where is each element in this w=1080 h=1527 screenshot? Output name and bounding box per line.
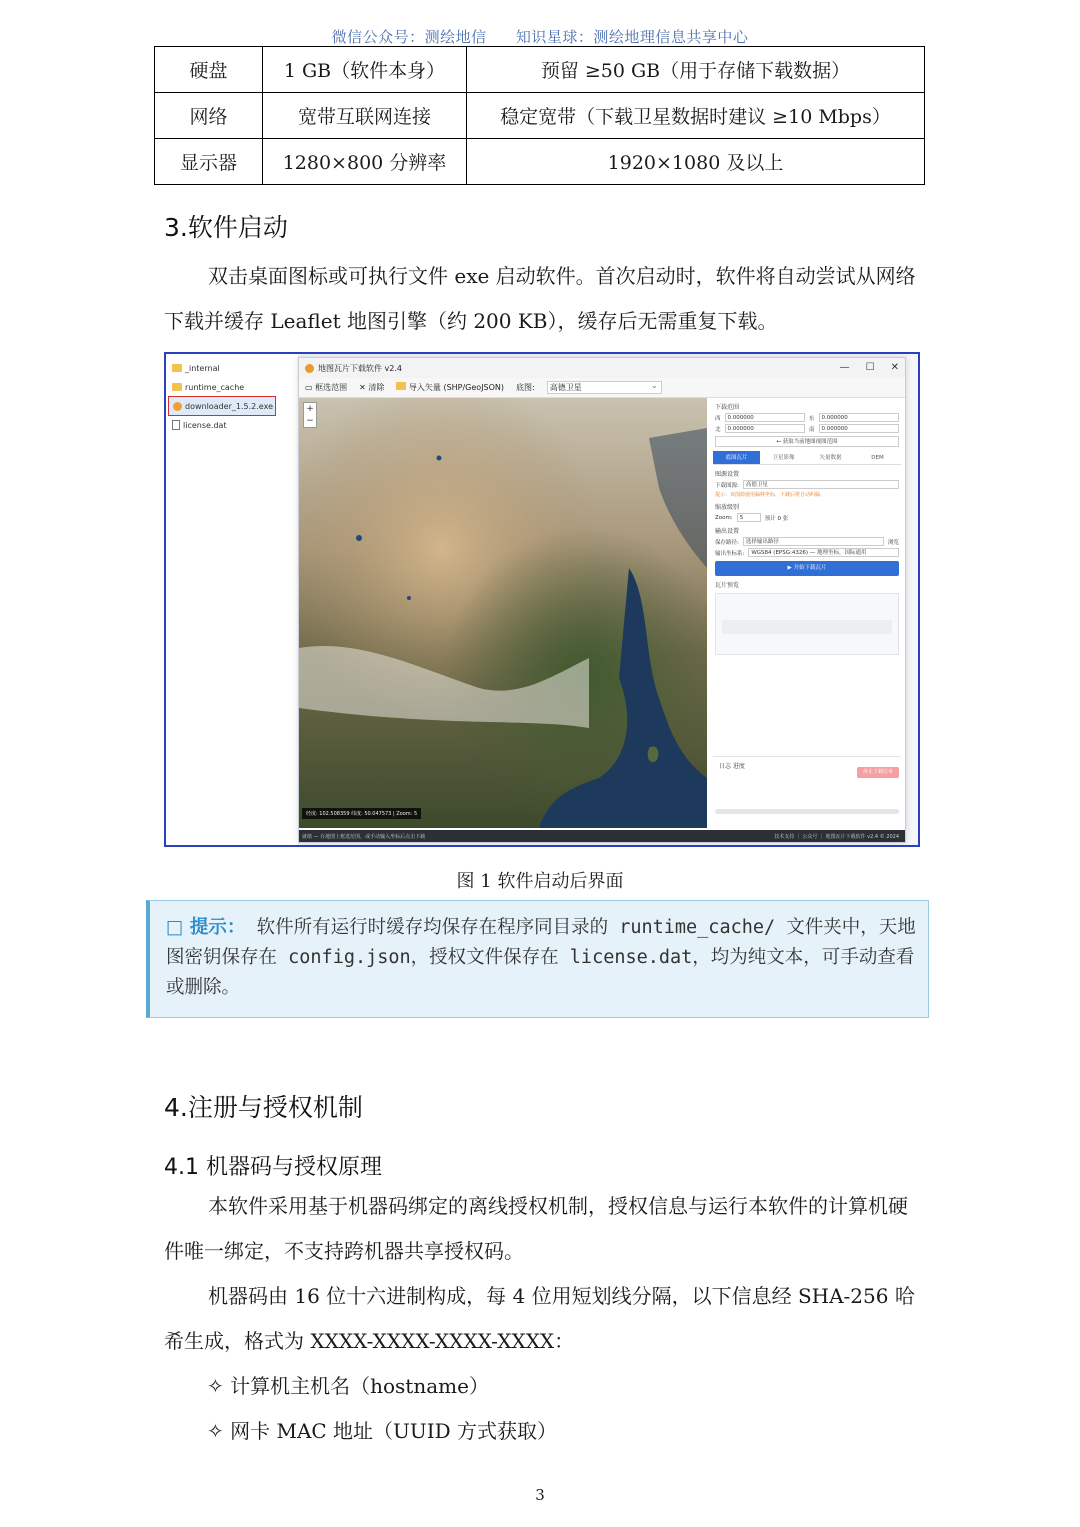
start-download-button[interactable]: ▶ 开始下载瓦片 xyxy=(715,561,899,576)
table-cell: 网络 xyxy=(155,93,263,139)
table-cell: 宽带互联网连接 xyxy=(263,93,467,139)
stop-button[interactable]: 停止下载任务 xyxy=(857,767,899,778)
folder-icon xyxy=(172,383,182,391)
south-input[interactable]: 0.000000 xyxy=(819,424,899,433)
west-input[interactable]: 0.000000 xyxy=(725,413,805,422)
clear-button[interactable]: ✕ 清除 xyxy=(359,383,385,392)
zoom-stepper[interactable]: 5 xyxy=(737,513,761,522)
header-planet: 知识星球：测绘地理信息共享中心 xyxy=(515,28,749,46)
zoom-label: Zoom: xyxy=(715,514,733,521)
progress-track xyxy=(715,809,899,814)
browse-button[interactable]: 浏览 xyxy=(887,539,899,546)
app-icon xyxy=(305,364,314,373)
crs-select[interactable]: WGS84 (EPSG:4326) — 地理坐标，国际通用 xyxy=(748,548,899,557)
zoom-estimate: 预计 0 张 xyxy=(764,515,789,522)
select-range-button[interactable]: ▭ 框选范围 xyxy=(305,383,348,392)
east-label: 东 xyxy=(809,415,815,422)
coordinate-readout: 经度: 102.508359 纬度: 50.047573 | Zoom: 5 xyxy=(302,808,421,819)
tab-bar xyxy=(713,451,901,465)
file-item[interactable]: _internal xyxy=(172,360,220,376)
source-title: 图源设置 xyxy=(715,471,740,478)
paragraph: 机器码由 16 位十六进制构成，每 4 位用短划线分隔，以下信息经 SHA-256 哈希生成，格式为 XXXX-XXXX-XXXX-XXXX： xyxy=(164,1284,915,1353)
west-label: 西 xyxy=(715,415,721,422)
section-title: 4.注册与授权机制 xyxy=(164,1093,363,1122)
maximize-button[interactable]: ☐ xyxy=(865,362,875,373)
zoom-out-button[interactable]: − xyxy=(306,416,314,426)
table-cell: 1 GB（软件本身） xyxy=(263,47,467,93)
table-row xyxy=(155,139,925,185)
tip-text: 软件所有运行时缓存均保存在程序同目录的 runtime_cache/ 文件夹中，天地图密钥保存在 config.json，授权文件保存在 license.dat，均为纯文本，可手动查看或删除。 xyxy=(166,917,916,998)
south-label: 南 xyxy=(809,426,815,433)
east-input[interactable]: 0.000000 xyxy=(819,413,899,422)
preview-title: 瓦片预览 xyxy=(715,582,740,589)
import-vector-button[interactable]: 导入矢量 (SHP/GeoJSON) xyxy=(396,382,504,393)
log-area xyxy=(713,756,901,822)
save-path-input[interactable]: 选择输出路径 xyxy=(743,537,884,546)
log-title: 日志 进度 xyxy=(719,763,745,770)
list-item: ✧ 网卡 MAC 地址（UUID 方式获取） xyxy=(207,1419,558,1443)
app-window xyxy=(298,357,906,843)
control-panel xyxy=(709,398,905,828)
save-label: 保存路径: xyxy=(715,539,739,546)
get-range-button[interactable]: ← 获取当前地图视图范围 xyxy=(715,436,899,447)
crs-label: 输出坐标系: xyxy=(715,550,745,557)
paragraph: 双击桌面图标或可执行文件 exe 启动软件。首次启动时，软件将自动尝试从网络下载并缓存 Leaflet 地图引擎（约 200 KB），缓存后无需重复下载。 xyxy=(164,264,916,333)
tab-vector[interactable]: 矢量数据 xyxy=(807,451,854,465)
paragraph: 本软件采用基于机器码绑定的离线授权机制，授权信息与运行本软件的计算机硬件唯一绑定，不支持跨机器共享授权码。 xyxy=(164,1194,908,1263)
requirements-table xyxy=(154,46,925,185)
document-icon xyxy=(172,420,180,430)
table-cell: 预留 ≥50 GB（用于存储下载数据） xyxy=(467,47,925,93)
tile-preview xyxy=(715,593,899,655)
minimize-button[interactable]: — xyxy=(839,362,850,373)
table-cell: 稳定宽带（下载卫星数据时建议 ≥10 Mbps） xyxy=(467,93,925,139)
file-item[interactable]: license.dat xyxy=(172,417,227,433)
page-header xyxy=(0,26,1080,47)
table-cell: 1920×1080 及以上 xyxy=(467,139,925,185)
tab-dem[interactable]: DEM xyxy=(854,451,901,465)
folder-icon xyxy=(172,364,182,372)
exe-icon xyxy=(173,402,182,411)
table-cell: 硬盘 xyxy=(155,47,263,93)
map-imagery xyxy=(299,398,707,828)
status-bar xyxy=(299,830,905,842)
file-explorer xyxy=(166,354,298,845)
tip-box xyxy=(146,900,929,1018)
page-number: 3 xyxy=(535,1486,545,1504)
folder-icon xyxy=(396,382,406,390)
file-item[interactable]: runtime_cache xyxy=(172,379,244,395)
source-hint: 提示：该图源使用偏移坐标，下载后将自动纠偏。 xyxy=(715,492,826,498)
status-info: 技术支持 ｜ 公众号 ｜ 地图瓦片下载软件 v2.4 © 2024 xyxy=(774,833,899,840)
zoom-title: 缩放级别 xyxy=(715,504,740,511)
close-button[interactable]: ✕ xyxy=(890,362,899,373)
satellite-map[interactable] xyxy=(299,398,707,828)
header-wechat: 微信公众号：测绘地信 xyxy=(331,28,487,46)
list-item: ✧ 计算机主机名（hostname） xyxy=(207,1374,489,1398)
tab-satellite[interactable]: 卫星影像 xyxy=(760,451,807,465)
toolbar xyxy=(299,378,905,398)
file-item-exe[interactable]: downloader_1.5.2.exe xyxy=(168,396,276,416)
status-text: 就绪 — 在地图上框选范围，或手动输入坐标后点击下载 xyxy=(302,833,426,840)
tip-label: □ 提示： xyxy=(166,917,246,938)
north-label: 北 xyxy=(715,426,721,433)
source-label: 下载图源: xyxy=(715,482,739,489)
basemap-select[interactable]: 高德卫星 ⌄ xyxy=(547,381,662,394)
zoom-control xyxy=(303,402,317,428)
output-title: 输出设置 xyxy=(715,528,740,535)
section-title: 3.软件启动 xyxy=(164,213,288,242)
zoom-in-button[interactable]: + xyxy=(306,404,314,414)
app-screenshot-figure xyxy=(164,352,920,847)
basemap-label: 底图: xyxy=(516,383,535,392)
north-input[interactable]: 0.000000 xyxy=(725,424,805,433)
figure-caption: 图 1 软件启动后界面 xyxy=(456,871,624,892)
tab-basemap[interactable]: 底图瓦片 xyxy=(713,451,760,465)
range-title: 下载范围 xyxy=(715,404,740,411)
subsection-title: 4.1 机器码与授权原理 xyxy=(164,1155,382,1180)
table-row xyxy=(155,47,925,93)
app-title: 地图瓦片下载软件 v2.4 xyxy=(318,363,402,373)
table-cell: 1280×800 分辨率 xyxy=(263,139,467,185)
source-select[interactable]: 高德卫星 xyxy=(743,480,899,489)
title-bar xyxy=(299,358,905,378)
table-row xyxy=(155,93,925,139)
table-cell: 显示器 xyxy=(155,139,263,185)
